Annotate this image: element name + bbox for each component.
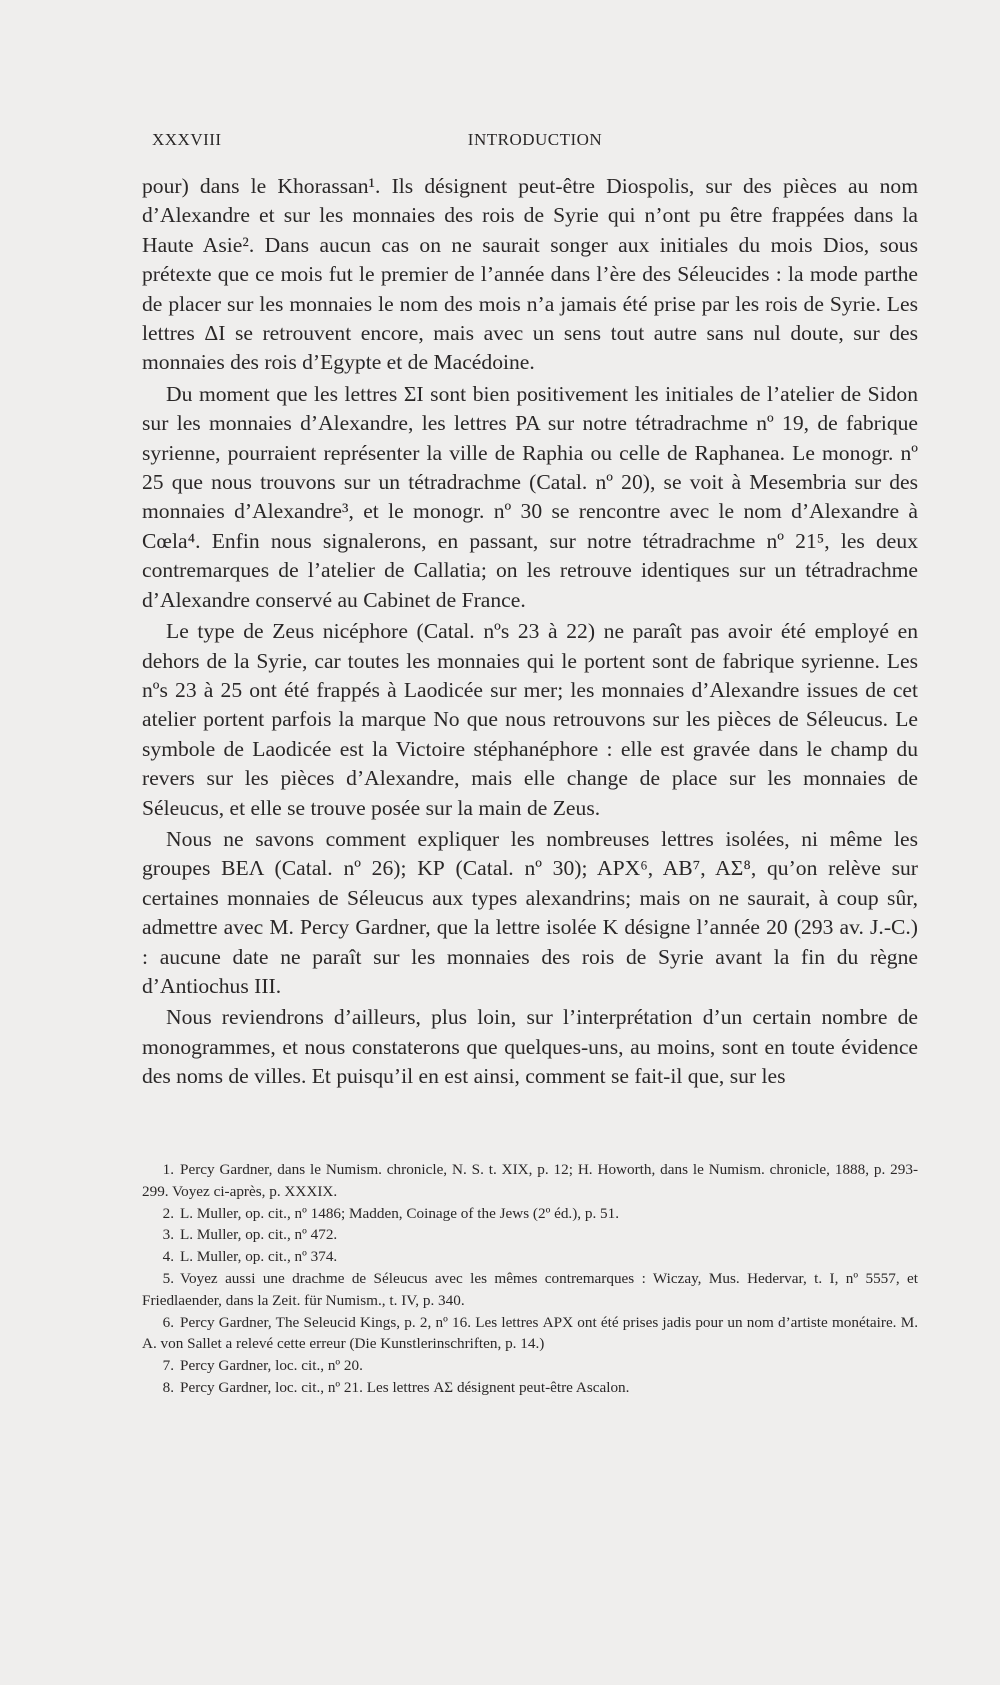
footnote [142,1312,918,1356]
footnote-number: 8. [162,1378,174,1396]
footnote [142,1203,918,1225]
footnote [142,1224,918,1246]
footnote-number: 3. [162,1226,174,1244]
footnote [142,1159,918,1203]
footnote-text: L. Muller, op. cit., nº 472. [180,1226,338,1244]
footnote-number: 1. [162,1161,174,1178]
paragraph: Le type de Zeus nicéphore (Catal. nºs 23 à 22) ne paraît pas avoir été employé en dehors de la Syrie, car toutes les monnaies qui le portent sont de fabrique syrienne. Les nºs 23 à 25 ont été frappés à Laodicée sur mer; les monnaies d’Alexandre issues de cet atelier portent parfois la marque Νο que nous retrouvons sur les pièces de Séleucus. Le symbole de Laodicée est la Victoire stéphanéphore : elle est gravée dans le champ du revers sur les pièces d’Alexandre, mais elle change de place sur les monnaies de Séleucus, et elle se trouve posée sur la main de Zeus. [142,619,918,820]
paragraph: pour) dans le Khorassan¹. Ils désignent peut-être Diospolis, sur des pièces au nom d’Alexandre et sur les monnaies des rois de Syrie qui n’ont pu être frappées dans la Haute Asie². Dans aucun cas on ne saurait songer aux initiales du mois Dios, sous prétexte que ce mois fut le premier de l’année dans l’ère des Séleucides : la mode parthe de placer sur les monnaies le nom des mois n’a jamais été prise par les rois de Syrie. Les lettres ΔΙ se retrouvent encore, mais avec un sens tout autre sans nul doute, sur des monnaies des rois d’Egypte et de Macédoine. [142,174,918,375]
footnote-number: 5. [162,1269,174,1287]
footnote-text: Voyez aussi une drachme de Séleucus avec les mêmes contremarques : Wiczay, Mus. Hedervar, t. I, nº 5557, et Friedlaender, dans la Zeit. für Numism., t. IV, p. 340. [142,1269,918,1309]
footnote [142,1355,918,1377]
footnote-text: Percy Gardner, loc. cit., nº 21. Les lettres ΑΣ désignent peut-être Ascalon. [180,1378,630,1396]
footnote [142,1268,918,1312]
footnote-number: 2. [162,1204,174,1222]
footnote [142,1377,918,1399]
footnote [142,1246,918,1268]
footnote-text: Percy Gardner, dans le Numism. chronicle, N. S. t. XIX, p. 12; H. Howorth, dans le Numism. chronicle, 1888, p. 293-299. Voyez ci-après, p. XXXIX. [142,1161,918,1200]
footnote-text: Percy Gardner, loc. cit., nº 20. [180,1357,363,1375]
footnotes [142,1159,918,1399]
footnote-text: L. Muller, op. cit., nº 374. [180,1248,338,1266]
paragraph: Du moment que les lettres ΣΙ sont bien positivement les initiales de l’atelier de Sidon sur les monnaies d’Alexandre, les lettres ΡΑ sur notre tétradrachme nº 19, de fabrique syrienne, pourraient représenter la ville de Raphia ou celle de Raphanea. Le monogr. nº 25 que nous trouvons sur un tétradrachme (Catal. nº 20), se voit à Mesembria sur des monnaies d’Alexandre³, et le monogr. nº 30 se rencontre avec le nom d’Alexandre à Cœla⁴. Enfin nous signalerons, en passant, sur notre tétradrachme nº 21⁵, les deux contremarques de l’atelier de Callatia; on les retrouve identiques sur un tétradrachme d’Alexandre conservé au Cabinet de France. [142,381,918,612]
footnote-number: 6. [162,1313,174,1331]
paragraph: Nous ne savons comment expliquer les nombreuses lettres isolées, ni même les groupes ΒΕΛ (Catal. nº 26); ΚΡ (Catal. nº 30); ΑΡΧ⁶, ΑΒ⁷, ΑΣ⁸, qu’on relève sur certaines monnaies de Séleucus aux types alexandrins; mais on ne saurait, à coup sûr, admettre avec M. Percy Gardner, que la lettre isolée Κ désigne l’année 20 (293 av. J.-C.) : aucune date ne paraît sur les monnaies des rois de Syrie avant la fin du règne d’Antiochus III. [142,826,918,998]
running-title: INTRODUCTION [467,130,603,149]
paragraph: Nous reviendrons d’ailleurs, plus loin, sur l’interprétation d’un certain nombre de monogrammes, et nous constaterons que quelques-uns, au moins, sont en toute évidence des noms de villes. Et puisqu’il en est ainsi, comment se fait-il que, sur les [142,1005,918,1089]
footnote-number: 7. [162,1357,174,1375]
footnote-text: L. Muller, op. cit., nº 1486; Madden, Coinage of the Jews (2º éd.), p. 51. [180,1204,620,1222]
main-text [142,172,918,1094]
footnote-number: 4. [162,1248,174,1266]
footnote-text: Percy Gardner, The Seleucid Kings, p. 2, nº 16. Les lettres ΑΡΧ ont été prises jadis pour un nom d’artiste monétaire. M. A. von Sallet a relevé cette erreur (Die Kunstlerinschriften, p. 14.) [142,1313,918,1353]
page-number: XXXVIII [152,130,222,149]
